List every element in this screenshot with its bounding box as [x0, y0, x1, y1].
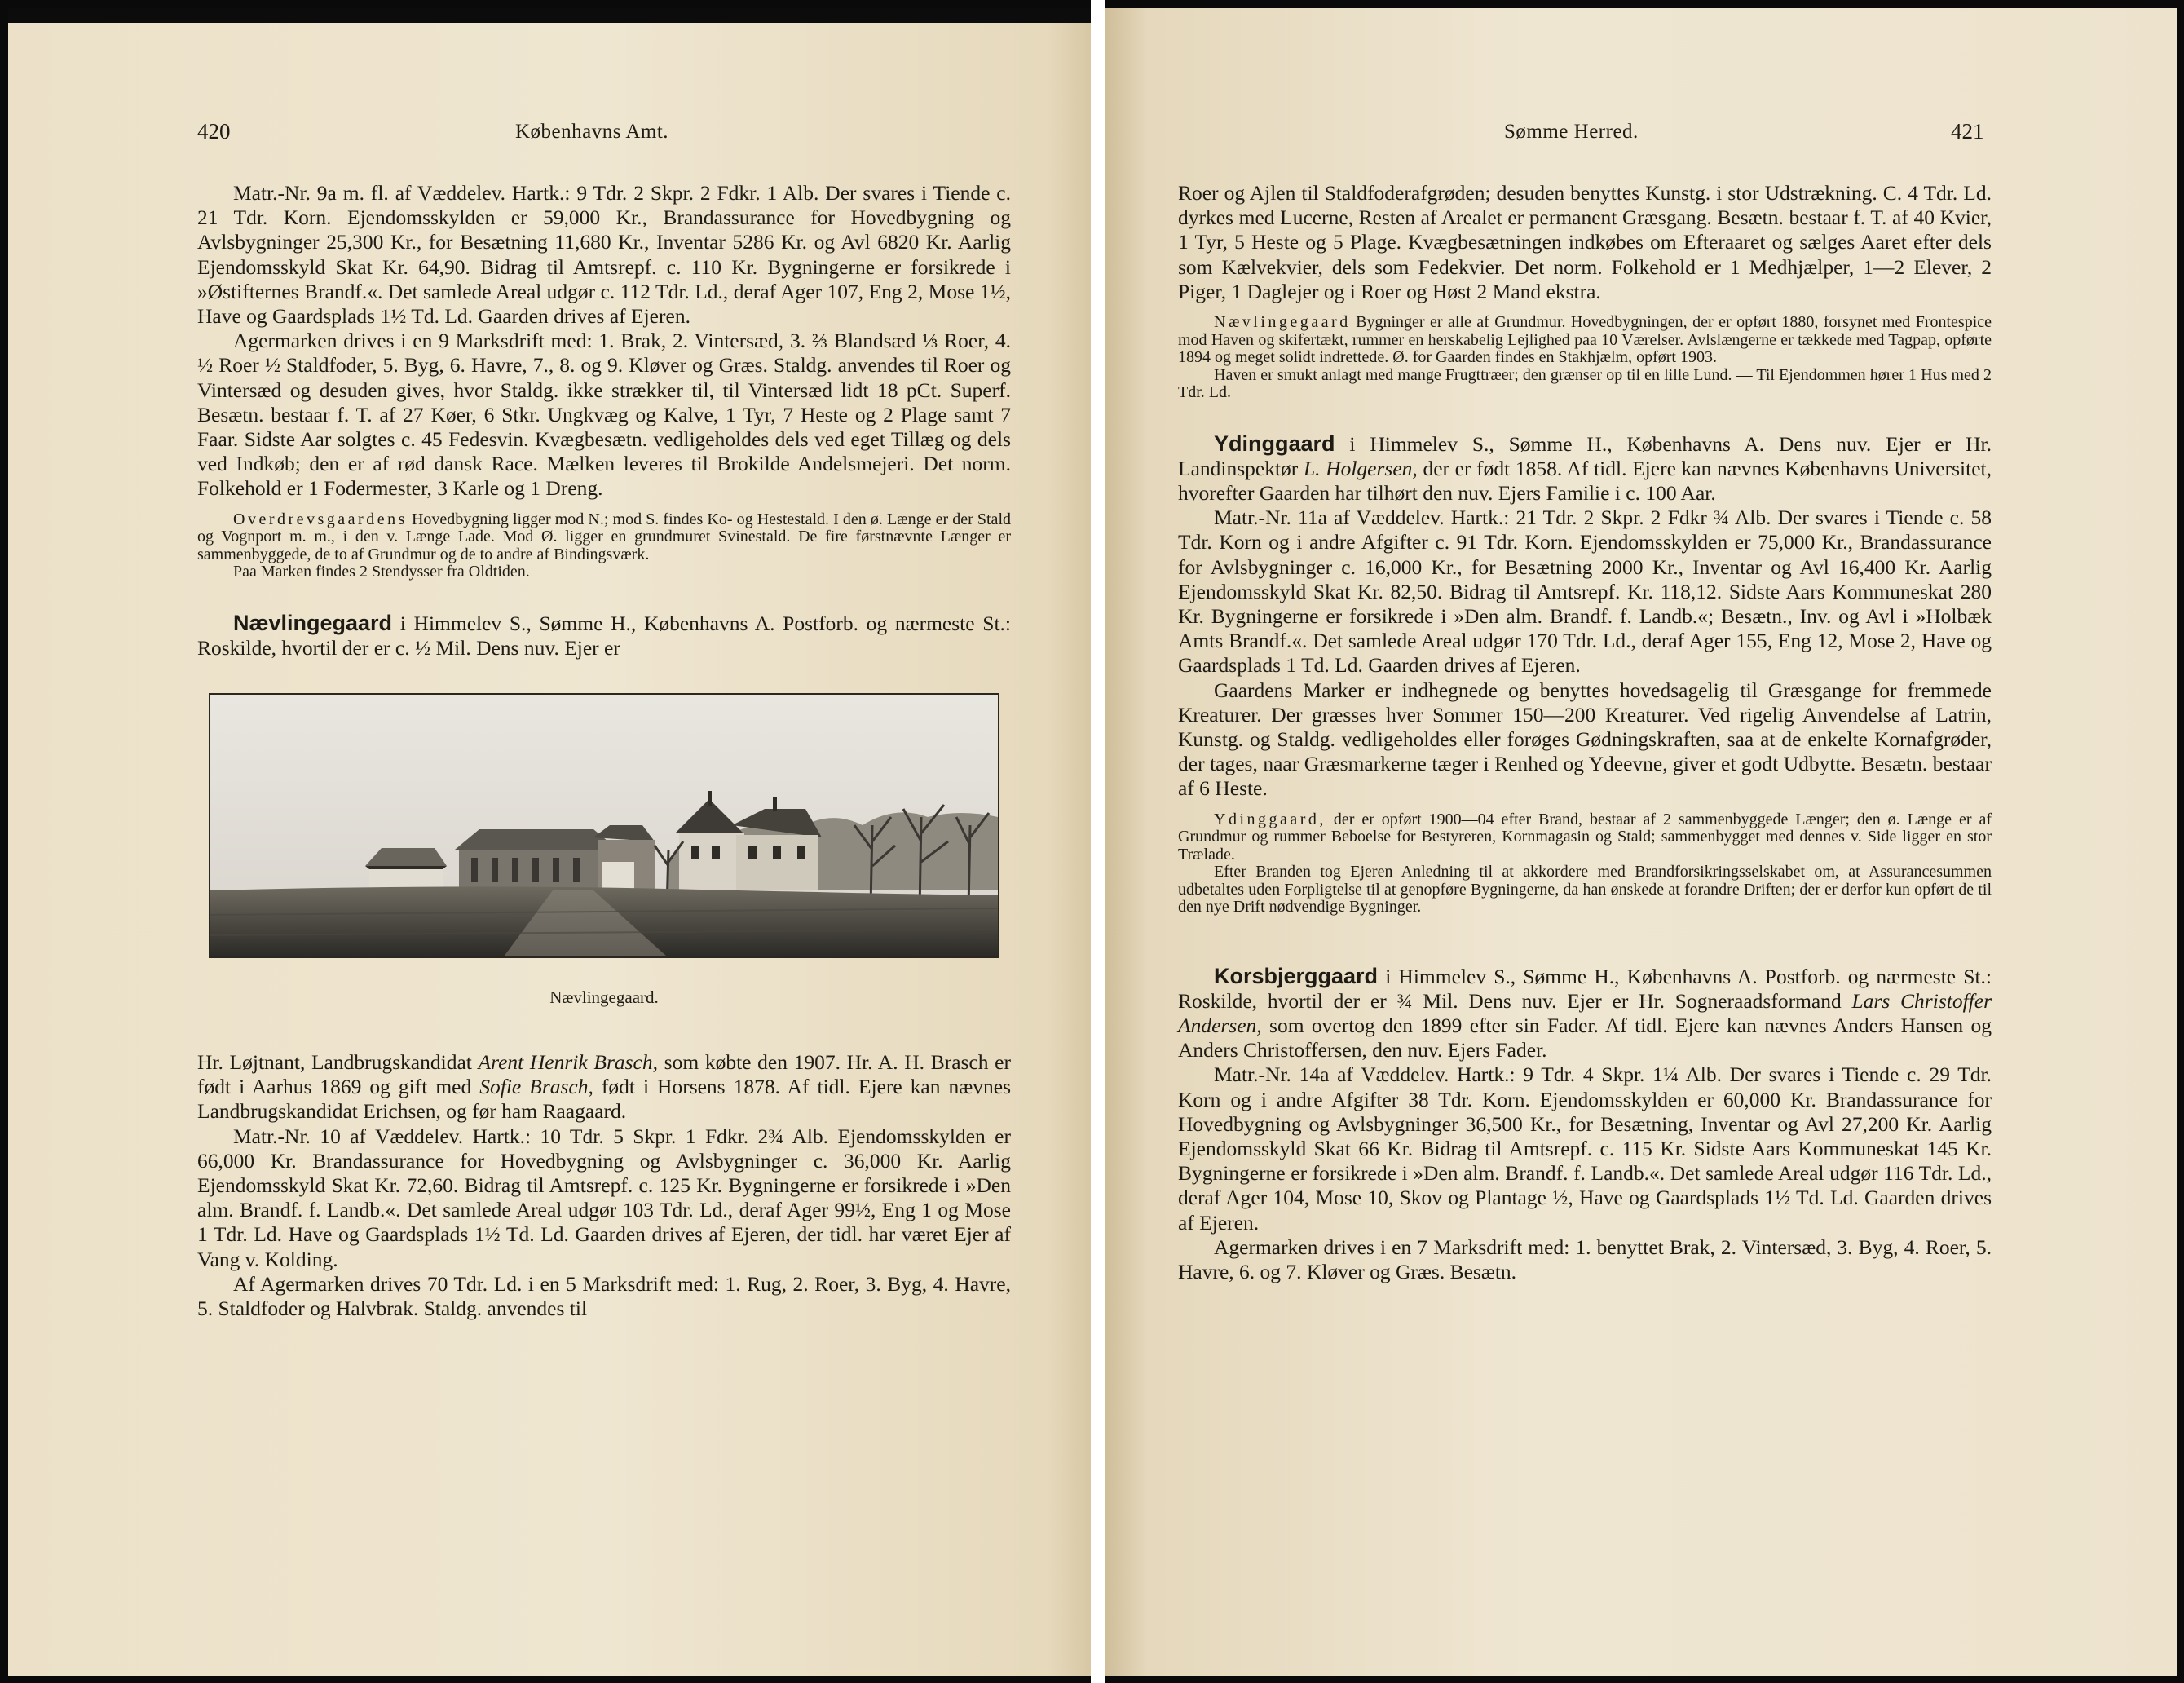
page-number-left: 420 — [197, 119, 231, 144]
paragraph-matr-10: Matr.-Nr. 10 af Væddelev. Hartk.: 10 Tdr. 5 Skpr. 1 Fdkr. 2¾ Alb. Ejendomsskylden er 66,000 Kr. Brandassurance for Hovedbygning og Avlsbygninger c. 36,000 Kr. Aarlig Ejendomsskyld Skat Kr. 72,60. Bidrag til Amtsrepf. c. 125 Kr. Bygningerne er forsikrede i »Den alm. Brandf. f. Landb.«. Det samlede Areal udgør 103 Tdr. Ld., deraf Ager 99½, Eng 1 og Mose 1 Tdr. Ld. Have og Gaardsplads 1½ Td. Ld. Gaarden drives af Ejeren, der tidl. har været Ejer af Vang v. Kolding. — [197, 1124, 1011, 1271]
photo-block — [197, 693, 1011, 1008]
paragraph-matr-11a: Matr.-Nr. 11a af Væddelev. Hartk.: 21 Tdr. 2 Skpr. 2 Fdkr ¾ Alb. Der svares i Tiende c. 58 Tdr. Korn og i andre Afgifter c. 91 Tdr. Korn. Ejendomsskylden er 75,000 Kr., Brandassurance for Avlsbygninger c. 16,000 Kr., for Besætning 2000 Kr., Inventar og Avl 16,400 Kr. Aarlig Ejendomsskyld Skat Kr. 82,50. Bidrag til Amtsrepf. Kr. 118,12. Sidste Aars Kommuneskat 280 Kr. Bygningerne er forsikrede i »Den alm. Brandf. f. Landb.«; Besætn., Inv. og Avl i »Holbæk Amts Brandf.«. Det samlede Areal udgør 170 Tdr. Ld., deraf Ager 155, Eng 12, Mose 2, Have og Gaardsplads 1 Td. Ld. Gaarden drives af Ejeren. — [1178, 506, 1992, 678]
owner-text-c: født i Horsens 1878. Af tidl. Ejere kan nævnes Landbrugskandidat Erichsen, og før ham Raagaard. — [197, 1075, 1011, 1124]
entry-intro-korsbjerggaard-a: i Himmelev S., Sømme H., Københavns A. Postforb. og nærmeste St.: Roskilde, hvortil der er ¾ Mil. Dens nuv. Ejer er Hr. Sogneraadsformand — [1178, 964, 1992, 1013]
photo-caption: Nævlingegaard. — [549, 987, 659, 1008]
owner-name-arent-henrik-brasch: Arent Henrik Brasch, — [478, 1050, 658, 1075]
right-page — [1105, 8, 2177, 1676]
paragraph-matr-14a: Matr.-Nr. 14a af Væddelev. Hartk.: 9 Tdr. 4 Skpr. 1¼ Alb. Der svares i Tiende c. 29 Tdr. Korn og i andre Afgifter 38 Tdr. Korn. Ejendomsskylden er 60,000 Kr. Brandassurance for Hovedbygning og Avlsbygninger 36,500 Kr., for Besætning, Inventar og Avl 27,200 Kr. Aarlig Ejendomsskyld Skat 66 Kr. Bidrag til Amtsrepf. c. 115 Kr. Sidste Aars Kommuneskat 145 Kr. Bygningerne er forsikrede i »Den alm. Brandf. f. Landb.«. Det samlede Areal udgør 116 Tdr. Ld., deraf Ager 104, Mose 10, Skov og Plantage ½, Have og Gaardsplads 1½ Td. Ld. Gaarden drives af Ejeren. — [1178, 1062, 1992, 1235]
small-print-block-right-1 — [1178, 314, 1992, 402]
paragraph-agermarken-7: Agermarken drives i en 7 Marksdrift med: 1. benyttet Brak, 2. Vintersæd, 3. Byg, 4. Roer, 5. Havre, 6. og 7. Kløver og Græs. Besætn. — [1178, 1235, 1992, 1283]
owner-text-b: som købte den 1907. Hr. A. H. Brasch er født i Aarhus 1869 og gift med — [197, 1050, 1011, 1099]
small-text-overdrevsgaarden: Hovedbygning ligger mod N.; mod S. findes Ko- og Hestestald. I den ø. Længe er der Stald og Vognport m. m., i den v. Længe Lade. Mod Ø. ligger en grundmuret Svinestald. De fire førstnævnte Længer er sammenbyggede, de to af Grundmur og de to andre af Bindingsværk. — [197, 510, 1011, 563]
entry-intro-naevlingegaard: i Himmelev S., Sømme H., Københavns A. Postforb. og nærmeste St.: Roskilde, hvortil der er c. ½ Mil. Dens nuv. Ejer er — [197, 611, 1011, 660]
small-text-haven: Haven er smukt anlagt med mange Frugttræer; den grænser op til en lille Lund. — Til Ejendommen hører 1 Hus med 2 Tdr. Ld. — [1178, 365, 1992, 402]
entry-naevlingegaard — [197, 611, 1011, 660]
paragraph-gaardens-marker: Gaardens Marker er indhegnede og benyttes hovedsagelig til Græsgange for fremmede Kreaturer. Der græsses hver Sommer 150—200 Kreaturer. Ved rigelig Anvendelse af Latrin, Kunstg. og Staldg. vedligeholdes eller forøges Gødningskraften, saa at de enkelte Kornafgrøder, der tages, naar Græsmarkerne tæger i Renhed og Ydeevne, giver et godt Udbytte. Besætn. bestaar af 6 Heste. — [1178, 678, 1992, 801]
left-page — [8, 8, 1091, 1676]
entry-ydinggaard — [1178, 431, 1992, 506]
entry-intro-ydinggaard-b: der er født 1858. Af tidl. Ejere kan nævnes Københavns Universitet, hvorefter Gaarden har tilhørt den nuv. Ejers Familie i c. 100 Aar. — [1178, 456, 1992, 505]
small-text-naevlingegaard: Bygninger er alle af Grundmur. Hovedbygningen, der er opført 1880, forsynet med Frontespice mod Haven og skifertækt, rummer en herskabelig Lejlighed paa 10 Værelser. Avlslængerne er tækkede med Tagpap, opførte 1894 og meget solidt indrettede. Ø. for Gaarden findes en Stakhjælm, opført 1903. — [1178, 313, 1992, 367]
running-head-left: Københavns Amt. — [515, 121, 669, 143]
running-head-right: Sømme Herred. — [1504, 121, 1639, 143]
small-text-stendysser: Paa Marken findes 2 Stendysser fra Oldtiden. — [233, 563, 530, 581]
paragraph-matr-9a: Matr.-Nr. 9a m. fl. af Væddelev. Hartk.: 9 Tdr. 2 Skpr. 2 Fdkr. 1 Alb. Der svares i Tiende c. 21 Tdr. Korn. Ejendomsskylden er 59,000 Kr., Brandassurance for Hovedbygning og Avlsbygninger 25,300 Kr., for Besætning 11,680 Kr., Inventar 5286 Kr. og Avl 6820 Kr. Aarlig Ejendomsskyld Skat Kr. 64,90. Bidrag til Amtsrepf. c. 110 Kr. Bygningerne er forsikrede i »Østifternes Brandf.«. Det samlede Areal udgør c. 112 Tdr. Ld., deraf Ager 107, Eng 2, Mose 1½, Have og Gaardsplads 1½ Td. Ld. Gaarden drives af Ejeren. — [197, 181, 1011, 329]
paragraph-naevlingegaard-owner — [197, 1050, 1011, 1124]
left-text-column — [197, 181, 1011, 1321]
paragraph-roer-og-ajlen: Roer og Ajlen til Staldfoderafgrøden; desuden benyttes Kunstg. i stor Udstrækning. C. 4 Tdr. Ld. dyrkes med Lucerne, Resten af Arealet er permanent Græsgang. Besætn. bestaar f. T. af 40 Kvier, 1 Tyr, 5 Heste og 5 Plage. Kvægbesætningen indkøbes om Efteraaret og sælges Aaret efter dels som Kælvekvier, dels som Fedekvier. Det norm. Folkehold er 1 Medhjælper, 1—2 Elever, 2 Piger, 1 Daglejer og i Roer og Høst 2 Mand ekstra. — [1178, 181, 1992, 303]
owner-name-lars-christoffer-andersen: Lars Christoffer Andersen, — [1178, 988, 1992, 1037]
owner-name-sofie-brasch: Sofie Brasch, — [479, 1075, 593, 1099]
entry-title-naevlingegaard: Nævlingegaard — [233, 610, 393, 635]
farm-photograph — [209, 693, 999, 958]
small-lead-overdrevsgaarden: Overdrevsgaardens — [233, 510, 408, 528]
farm-photo-illustration — [210, 695, 998, 956]
small-lead-ydinggaard: Ydinggaard, — [1214, 810, 1326, 828]
entry-korsbjerggaard — [1178, 964, 1992, 1063]
small-text-ydinggaard: der er opført 1900—04 efter Brand, bestaar af 2 sammenbyggede Længer; den ø. Længe er af Grundmur og rummer Beboelse for Bestyreren, Kornmagasin og Stald; sammenbygget med dennes v. Side ligger en stor Trælade. — [1178, 810, 1992, 864]
entry-title-korsbjerggaard: Korsbjerggaard — [1214, 963, 1379, 988]
small-lead-naevlingegaard: Nævlingegaard — [1214, 313, 1351, 332]
page-number-right: 421 — [1951, 119, 1984, 144]
entry-intro-korsbjerggaard-b: som overtog den 1899 efter sin Fader. Af tidl. Ejere kan nævnes Anders Hansen og Anders Christoffersen, den nuv. Ejers Fader. — [1178, 1013, 1992, 1062]
owner-name-l-holgersen: L. Holgersen, — [1303, 456, 1418, 480]
entry-title-ydinggaard: Ydinggaard — [1214, 431, 1335, 456]
small-print-block-left — [197, 511, 1011, 581]
entry-intro-ydinggaard-a: i Himmelev S., Sømme H., Københavns A. Dens nuv. Ejer er Hr. Landinspektør — [1178, 431, 1992, 480]
paragraph-agermarken-9: Agermarken drives i en 9 Marksdrift med: 1. Brak, 2. Vintersæd, 3. ⅔ Blandsæd ⅓ Roer, 4. ½ Roer ½ Staldfoder, 5. Byg, 6. Havre, 7., 8. og 9. Kløver og Græs. Staldg. anvendes til Roer og Vintersæd og desuden gives, hvor Staldg. ikke strækker til, til Vintersæd lidt 18 pCt. Superf. Besætn. bestaar f. T. af 27 Køer, 6 Stkr. Ungkvæg og Kalve, 1 Tyr, 7 Heste og 2 Plage samt 7 Faar. Sidste Aar solgtes c. 45 Fedesvin. Kvægbesætn. vedligeholdes dels ved eget Tillæg og dels ved Indkøb; den er af rød dansk Race. Mælken leveres til Brokilde Andelsmejeri. Det norm. Folkehold er 1 Fodermester, 3 Karle og 1 Dreng. — [197, 329, 1011, 501]
owner-text-a: Hr. Løjtnant, Landbrugskandidat — [197, 1050, 479, 1075]
small-print-block-right-2 — [1178, 811, 1992, 917]
book-gutter — [1091, 0, 1105, 1683]
right-text-column — [1178, 181, 1992, 1284]
small-text-efter-branden: Efter Branden tog Ejeren Anledning til at akkordere med Brandforsikringsselskabet om, at Assurancesummen udbetaltes uden Forpligtelse til at genopføre Bygningerne, da han ønskede at forandre Driften; der er derfor kun opført de til den nye Drift nødvendige Bygninger. — [1178, 863, 1992, 917]
paragraph-agermarken-5: Af Agermarken drives 70 Tdr. Ld. i en 5 Marksdrift med: 1. Rug, 2. Roer, 3. Byg, 4. Havre, 5. Staldfoder og Halvbrak. Staldg. anvendes til — [197, 1271, 1011, 1321]
